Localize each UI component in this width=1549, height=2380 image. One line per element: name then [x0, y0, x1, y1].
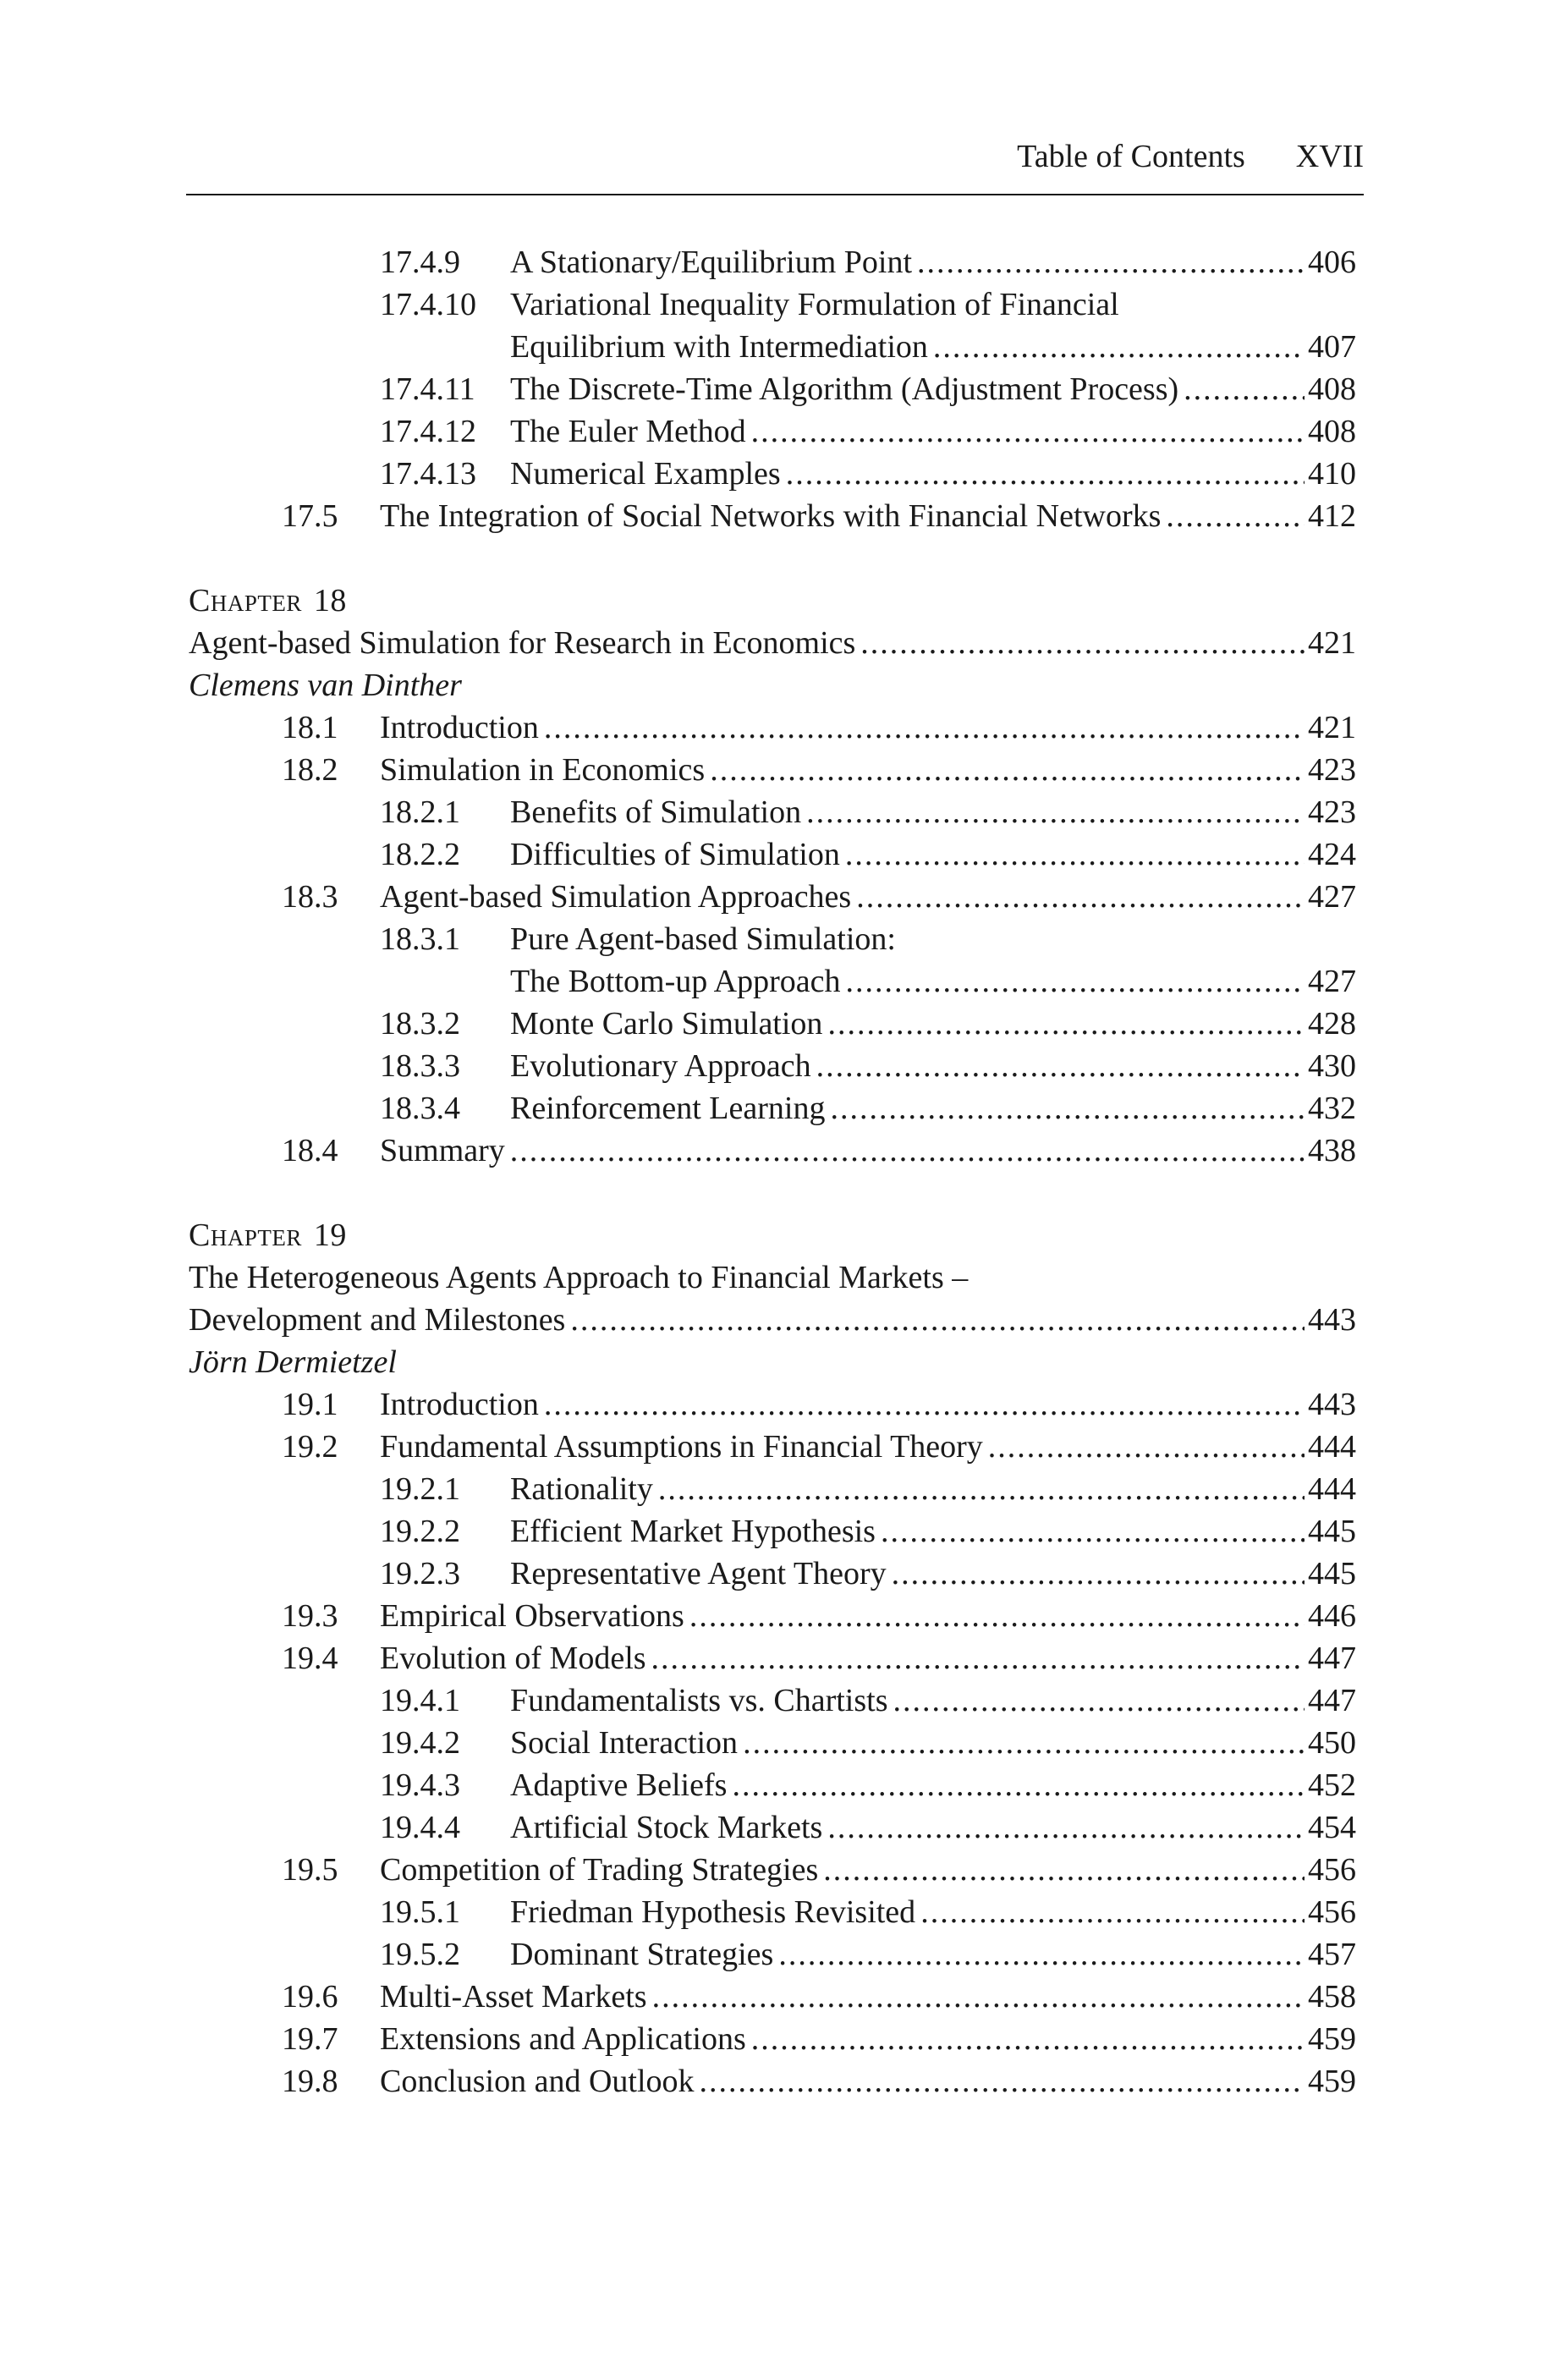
entry-page-number: 412: [1308, 498, 1356, 534]
section-number: 19.5: [282, 1852, 338, 1888]
toc-entry[interactable]: [0, 833, 1549, 876]
toc-entry[interactable]: [0, 1003, 1549, 1045]
entry-title: Social Interaction: [510, 1725, 739, 1761]
toc-entry[interactable]: [0, 706, 1549, 749]
dot-leader: [827, 1003, 1305, 1045]
toc-entry[interactable]: [0, 1595, 1549, 1637]
section-number: 19.3: [282, 1598, 338, 1634]
toc-entry[interactable]: [0, 749, 1549, 791]
entry-title: Rationality: [510, 1471, 653, 1507]
entry-page-number: 423: [1308, 794, 1356, 830]
dot-leader: [710, 749, 1305, 791]
entry-title: A Stationary/Equilibrium Point: [510, 245, 912, 280]
dot-leader: [544, 1383, 1305, 1426]
entry-page-number: 458: [1308, 1979, 1356, 2014]
section-number: 19.2.2: [380, 1514, 460, 1549]
chapter-page-number: 421: [1308, 625, 1356, 661]
entry-page-number: 427: [1308, 964, 1356, 999]
entry-page-number: 445: [1308, 1556, 1356, 1591]
entry-page-number: 423: [1308, 752, 1356, 788]
entry-page-number: 410: [1308, 456, 1356, 492]
dot-leader: [823, 1849, 1305, 1891]
toc-entry[interactable]: [0, 1976, 1549, 2018]
section-number: 18.2.2: [380, 837, 460, 872]
dot-leader: [732, 1764, 1305, 1806]
toc-entry[interactable]: [0, 1891, 1549, 1933]
chapter-18-title-entry[interactable]: [0, 622, 1549, 664]
entry-title: Evolutionary Approach: [510, 1048, 811, 1084]
dot-leader: [743, 1722, 1305, 1764]
entry-title-continuation: Equilibrium with Intermediation: [510, 329, 928, 365]
section-number: 19.7: [282, 2021, 338, 2057]
toc-entry[interactable]: [0, 791, 1549, 833]
entry-page-number: 450: [1308, 1725, 1356, 1761]
section-number: 19.4: [282, 1641, 338, 1676]
running-head-page-number: XVII: [1295, 139, 1364, 174]
entry-page-number: 406: [1308, 245, 1356, 280]
entry-page-number: 421: [1308, 710, 1356, 745]
section-number: 18.2.1: [380, 794, 460, 830]
entry-title: Reinforcement Learning: [510, 1091, 826, 1126]
dot-leader: [652, 1976, 1305, 2018]
section-number: 18.4: [282, 1133, 338, 1168]
toc-entry[interactable]: [0, 2060, 1549, 2102]
toc-entry-continuation[interactable]: [0, 960, 1549, 1003]
dot-leader: [917, 241, 1305, 283]
toc-entry[interactable]: [0, 1553, 1549, 1595]
entry-page-number: 407: [1308, 329, 1356, 365]
entry-title: Fundamental Assumptions in Financial Theory: [380, 1429, 983, 1465]
dot-leader: [570, 1299, 1305, 1341]
dot-leader: [751, 2018, 1305, 2060]
section-number: 19.5.1: [380, 1894, 460, 1930]
section-number: 17.4.13: [380, 456, 476, 492]
dot-leader: [827, 1806, 1305, 1849]
section-number: 17.4.10: [380, 287, 476, 322]
dot-leader: [816, 1045, 1305, 1087]
entry-title: Extensions and Applications: [380, 2021, 746, 2057]
entry-title: Representative Agent Theory: [510, 1556, 887, 1591]
entry-title: The Discrete-Time Algorithm (Adjustment Process): [510, 371, 1179, 407]
toc-entry[interactable]: [0, 1722, 1549, 1764]
chapter-title: Agent-based Simulation for Research in Economics: [189, 625, 856, 661]
chapter-number: 18: [313, 583, 347, 618]
entry-title: Introduction: [380, 710, 539, 745]
section-number: 19.4.2: [380, 1725, 460, 1761]
section-number: 19.4.1: [380, 1683, 460, 1718]
toc-entry[interactable]: [0, 1764, 1549, 1806]
entry-title: Empirical Observations: [380, 1598, 684, 1634]
chapter-word: Chapter: [189, 1217, 302, 1253]
chapter-19-label: [189, 1214, 347, 1256]
entry-title: Monte Carlo Simulation: [510, 1006, 823, 1042]
chapter-number: 19: [313, 1217, 347, 1253]
toc-entry[interactable]: [0, 1045, 1549, 1087]
entry-title: Agent-based Simulation Approaches: [380, 879, 852, 915]
toc-entry[interactable]: [0, 1637, 1549, 1679]
section-number: 17.4.12: [380, 414, 476, 449]
entry-page-number: 408: [1308, 414, 1356, 449]
dot-leader: [1184, 368, 1305, 410]
entry-page-number: 446: [1308, 1598, 1356, 1634]
dot-leader: [786, 453, 1305, 495]
section-number: 19.2.3: [380, 1556, 460, 1591]
entry-title: Difficulties of Simulation: [510, 837, 840, 872]
chapter-18-author: Clemens van Dinther: [189, 668, 462, 703]
entry-title-continuation: The Bottom-up Approach: [510, 964, 841, 999]
chapter-19-author: Jörn Dermietzel: [189, 1344, 397, 1380]
entry-page-number: 427: [1308, 879, 1356, 915]
section-number: 19.5.2: [380, 1937, 460, 1972]
toc-entry[interactable]: [0, 495, 1549, 537]
toc-entry[interactable]: [0, 1130, 1549, 1172]
entry-page-number: 454: [1308, 1810, 1356, 1845]
entry-title: Introduction: [380, 1387, 539, 1422]
entry-title: Pure Agent-based Simulation:: [510, 921, 896, 957]
entry-page-number: 428: [1308, 1006, 1356, 1042]
dot-leader: [658, 1468, 1305, 1510]
entry-page-number: 444: [1308, 1471, 1356, 1507]
section-number: 18.2: [282, 752, 338, 788]
entry-page-number: 432: [1308, 1091, 1356, 1126]
toc-entry[interactable]: [0, 1383, 1549, 1426]
section-number: 19.2.1: [380, 1471, 460, 1507]
entry-page-number: 445: [1308, 1514, 1356, 1549]
toc-entry[interactable]: [0, 1468, 1549, 1510]
section-number: 19.8: [282, 2064, 338, 2099]
entry-title: The Integration of Social Networks with Financial Networks: [380, 498, 1162, 534]
toc-entry[interactable]: [0, 918, 1549, 960]
chapter-title: Development and Milestones: [189, 1302, 566, 1338]
dot-leader: [651, 1637, 1305, 1679]
entry-page-number: 443: [1308, 1387, 1356, 1422]
dot-leader: [881, 1510, 1305, 1553]
entry-page-number: 438: [1308, 1133, 1356, 1168]
chapter-19-title-line1[interactable]: The Heterogeneous Agents Approach to Financial Markets –: [189, 1260, 969, 1295]
section-number: 19.6: [282, 1979, 338, 2014]
entry-page-number: 447: [1308, 1641, 1356, 1676]
entry-title: The Euler Method: [510, 414, 746, 449]
chapter-word: Chapter: [189, 583, 302, 618]
entry-page-number: 452: [1308, 1767, 1356, 1803]
section-number: 18.3: [282, 879, 338, 915]
dot-leader: [830, 1087, 1305, 1130]
dot-leader: [510, 1130, 1305, 1172]
toc-entry[interactable]: [0, 1087, 1549, 1130]
entry-title: Summary: [380, 1133, 505, 1168]
toc-entry[interactable]: [0, 453, 1549, 495]
toc-entry-continuation[interactable]: [0, 326, 1549, 368]
section-number: 17.4.11: [380, 371, 475, 407]
entry-title: Adaptive Beliefs: [510, 1767, 728, 1803]
toc-entry[interactable]: [0, 283, 1549, 326]
toc-entry[interactable]: [0, 368, 1549, 410]
entry-title: Numerical Examples: [510, 456, 781, 492]
entry-title: Multi-Asset Markets: [380, 1979, 647, 2014]
chapter-19-title-entry[interactable]: [0, 1299, 1549, 1341]
toc-entry[interactable]: [0, 1679, 1549, 1722]
entry-title: Fundamentalists vs. Chartists: [510, 1683, 888, 1718]
running-head-title: Table of Contents: [1017, 139, 1245, 174]
toc-entry[interactable]: [0, 2018, 1549, 2060]
entry-page-number: 424: [1308, 837, 1356, 872]
section-number: 17.4.9: [380, 245, 460, 280]
dot-leader: [920, 1891, 1305, 1933]
section-number: 19.4.4: [380, 1810, 460, 1845]
section-number: 19.2: [282, 1429, 338, 1465]
dot-leader: [751, 410, 1305, 453]
entry-title: Dominant Strategies: [510, 1937, 774, 1972]
section-number: 18.3.3: [380, 1048, 460, 1084]
entry-title: Artificial Stock Markets: [510, 1810, 823, 1845]
section-number: 18.3.1: [380, 921, 460, 957]
entry-page-number: 456: [1308, 1852, 1356, 1888]
dot-leader: [845, 833, 1305, 876]
dot-leader: [856, 876, 1305, 918]
entry-page-number: 408: [1308, 371, 1356, 407]
toc-entry[interactable]: [0, 241, 1549, 283]
entry-page-number: 447: [1308, 1683, 1356, 1718]
entry-title: Competition of Trading Strategies: [380, 1852, 819, 1888]
toc-entry[interactable]: [0, 1510, 1549, 1553]
dot-leader: [933, 326, 1305, 368]
section-number: 19.4.3: [380, 1767, 460, 1803]
toc-entry[interactable]: [0, 410, 1549, 453]
toc-entry[interactable]: [0, 1806, 1549, 1849]
toc-entry[interactable]: [0, 1426, 1549, 1468]
toc-entry[interactable]: [0, 1933, 1549, 1976]
chapter-18-label: [189, 580, 347, 622]
toc-entry[interactable]: [0, 1849, 1549, 1891]
entry-title: Friedman Hypothesis Revisited: [510, 1894, 916, 1930]
dot-leader: [806, 791, 1305, 833]
entry-title: Conclusion and Outlook: [380, 2064, 695, 2099]
entry-page-number: 456: [1308, 1894, 1356, 1930]
dot-leader: [700, 2060, 1305, 2102]
entry-title: Variational Inequality Formulation of Financial: [510, 287, 1119, 322]
section-number: 18.3.4: [380, 1091, 460, 1126]
entry-page-number: 457: [1308, 1937, 1356, 1972]
entry-page-number: 430: [1308, 1048, 1356, 1084]
chapter-page-number: 443: [1308, 1302, 1356, 1338]
entry-page-number: 444: [1308, 1429, 1356, 1465]
dot-leader: [988, 1426, 1305, 1468]
dot-leader: [689, 1595, 1305, 1637]
entry-title: Evolution of Models: [380, 1641, 646, 1676]
entry-title: Efficient Market Hypothesis: [510, 1514, 876, 1549]
dot-leader: [845, 960, 1305, 1003]
entry-title: Benefits of Simulation: [510, 794, 802, 830]
entry-title: Simulation in Economics: [380, 752, 706, 788]
dot-leader: [892, 1553, 1305, 1595]
dot-leader: [860, 622, 1305, 664]
section-number: 18.1: [282, 710, 338, 745]
dot-leader: [893, 1679, 1305, 1722]
section-number: 17.5: [282, 498, 338, 534]
section-number: 19.1: [282, 1387, 338, 1422]
entry-page-number: 459: [1308, 2064, 1356, 2099]
dot-leader: [1166, 495, 1305, 537]
dot-leader: [544, 706, 1305, 749]
dot-leader: [778, 1933, 1305, 1976]
toc-entry[interactable]: [0, 876, 1549, 918]
section-number: 18.3.2: [380, 1006, 460, 1042]
entry-page-number: 459: [1308, 2021, 1356, 2057]
